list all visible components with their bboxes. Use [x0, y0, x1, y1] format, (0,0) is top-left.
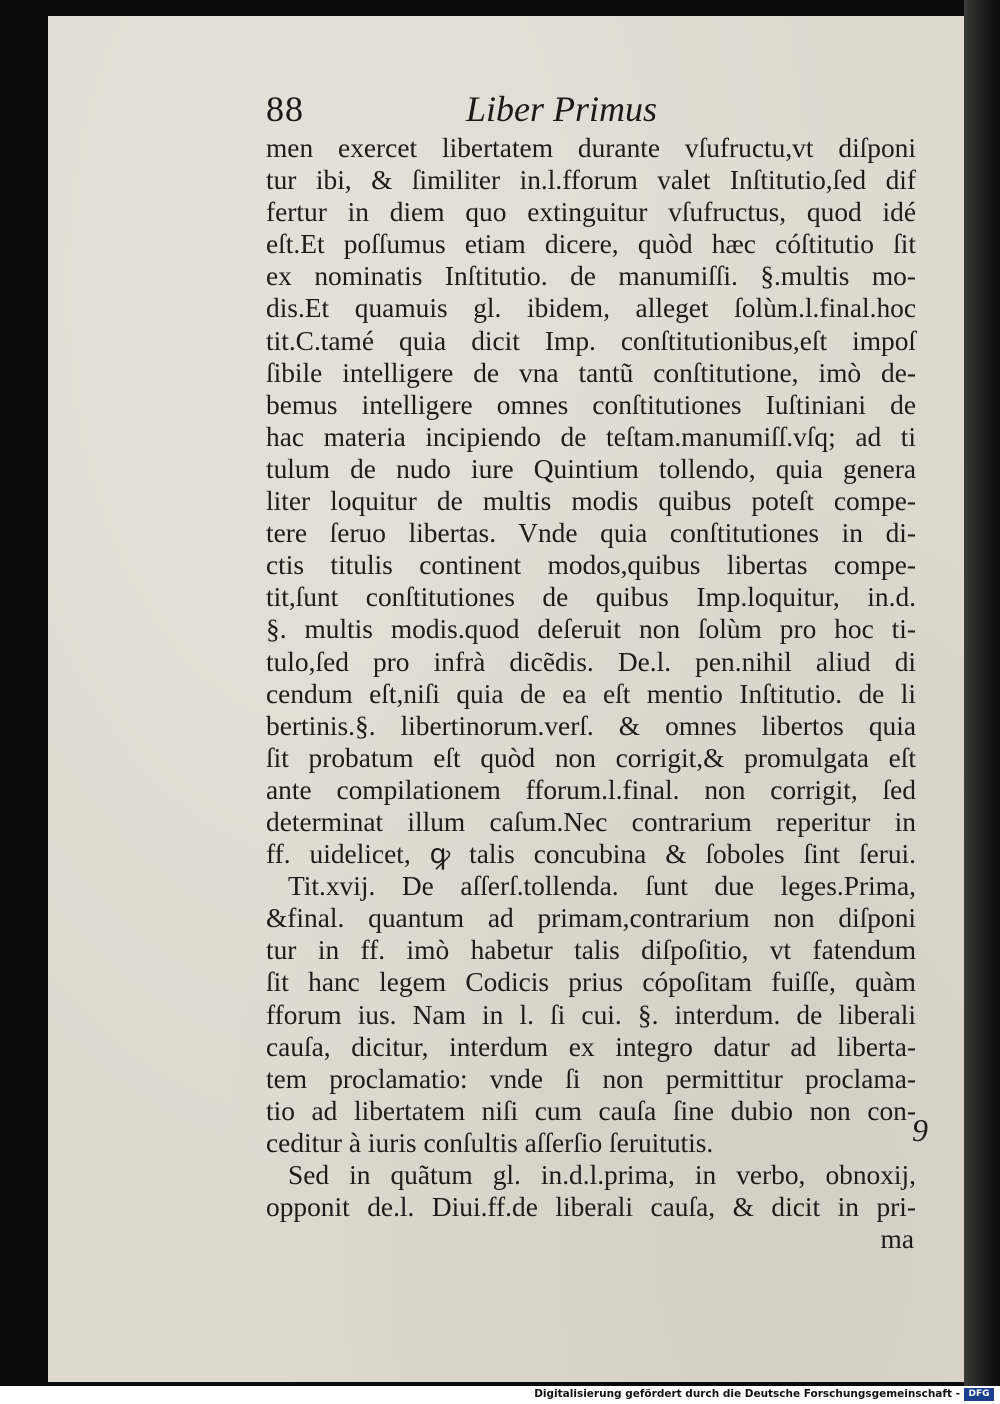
body-text	[266, 132, 916, 1255]
running-head	[48, 88, 968, 128]
book-title: Liber Primus	[466, 89, 658, 129]
catchword: ma	[880, 1224, 914, 1255]
text-line: ff. uidelicet, ꝙ talis concubina & ſoboles ſint ſerui.	[266, 839, 916, 870]
text-line: ex nominatis Inſtitutio. de manumiſſi. §.multis mo-	[266, 261, 916, 292]
funding-credit: Digitalisierung gefördert durch die Deutsche Forschungsgemeinschaft -	[534, 1388, 960, 1400]
marginal-number: 9	[912, 1112, 928, 1148]
text-line: ſit hanc legem Codicis prius cópoſitam fuiſſe, quàm	[266, 967, 916, 998]
text-line: bemus intelligere omnes conſtitutiones Iuſtiniani de	[266, 389, 916, 420]
text-line: tio ad libertatem niſi cum cauſa ſine dubio non con-	[266, 1095, 916, 1126]
text-line: bertinis.§. libertinorum.verſ. & omnes libertos quia	[266, 710, 916, 741]
book-page	[48, 16, 968, 1382]
text-line: tere ſeruo libertas. Vnde quia conſtitutiones in di-	[266, 518, 916, 549]
text-line: Sed in quãtum gl. in.d.l.prima, in verbo, obnoxij,	[288, 1160, 916, 1190]
text-line: dis.Et quamuis gl. ibidem, alleget ſolùm.l.final.hoc	[266, 293, 916, 324]
text-line: liter loquitur de multis modis quibus poteſt compe-	[266, 486, 916, 517]
text-line: ante compilationem fforum.l.final. non corrigit, ſed	[266, 774, 916, 805]
text-line: opponit de.l. Diui.ff.de liberali cauſa, & dicit in pri-	[266, 1192, 916, 1223]
text-line: tur in ff. imò habetur talis diſpoſitio, vt fatendum	[266, 935, 916, 966]
text-line: tit,ſunt conſtitutiones de quibus Imp.loquitur, in.d.	[266, 582, 916, 613]
dfg-logo: DFG	[964, 1388, 994, 1401]
text-line: fforum ius. Nam in l. ſi cui. §. interdum. de liberali	[266, 999, 916, 1030]
footer-band	[0, 1386, 1000, 1404]
page-number: 88	[266, 89, 304, 129]
text-line: ctis titulis continent modos,quibus libertas compe-	[266, 550, 916, 581]
text-line: men exercet libertatem durante vſufructu,vt diſponi	[266, 133, 916, 163]
text-line: &final. quantum ad primam,contrarium non diſponi	[266, 903, 916, 934]
text-line: ceditur à iuris conſultis aſſerſio ſeruitutis.	[266, 1127, 714, 1158]
text-line: tulo,ſed pro infrà dicẽdis. De.l. pen.nihil aliud di	[266, 646, 916, 677]
text-line: tur ibi, & ſimiliter in.l.fforum valet Inſtitutio,ſed dif	[266, 165, 916, 196]
book-gutter	[964, 0, 1000, 1386]
text-line: tulum de nudo iure Quintium tollendo, quia genera	[266, 453, 916, 484]
text-line: ſit probatum eſt quòd non corrigit,& promulgata eſt	[266, 742, 916, 773]
text-line: tem proclamatio: vnde ſi non permittitur proclama-	[266, 1063, 916, 1094]
text-line: ſibile intelligere de vna tantũ conſtitutione, imò de-	[266, 357, 916, 388]
text-line: cendum eſt,niſi quia de ea eſt mentio Inſtitutio. de li	[266, 678, 916, 709]
text-line: cauſa, dicitur, interdum ex integro datur ad liberta-	[266, 1031, 916, 1062]
text-line: §. multis modis.quod deſeruit non ſolùm pro hoc ti-	[266, 614, 916, 645]
text-line: fertur in diem quo extinguitur vſufructus, quod idé	[266, 197, 916, 228]
text-line: tit.C.tamé quia dicit Imp. conſtitutionibus,eſt impoſ	[266, 325, 916, 356]
text-line: hac materia incipiendo de teſtam.manumiſſ.vſq; ad ti	[266, 421, 916, 452]
text-line: eſt.Et poſſumus etiam dicere, quòd hæc cóſtitutio ſit	[266, 229, 916, 260]
text-line: Tit.xvij. De aſſerſ.tollenda. ſunt due leges.Prima,	[288, 871, 916, 902]
text-line: determinat illum caſum.Nec contrarium reperitur in	[266, 806, 916, 837]
